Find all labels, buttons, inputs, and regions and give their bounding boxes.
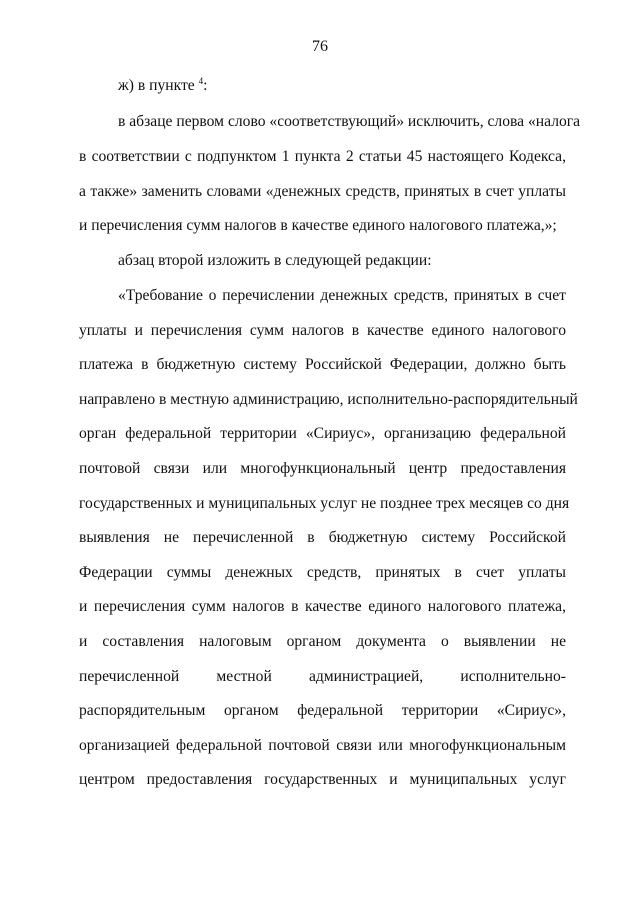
paragraph-1-line-2: в соответствии с подпунктом 1 пункта 2 статьи 45 настоящего Кодекса, [79,148,566,165]
item-intro [118,76,566,96]
paragraph-1-line-4: и перечисления сумм налогов в качестве единого налогового платежа,»; [79,217,557,234]
paragraph-3-line-7: государственных и муниципальных услуг не позднее трех месяцев со дня [79,495,570,512]
paragraph-1-line-1: в абзаце первом слово «соответствующий» исключить, слова «налога [118,113,581,130]
item-intro-text: ж) в пункте [118,77,199,94]
paragraph-3-line-9: Федерации суммы денежных средств, принятых в счет уплаты [79,564,566,581]
paragraph-3-line-1: «Требование о перечислении денежных средств, принятых в счет [118,287,566,304]
paragraph-3-line-2: уплаты и перечисления сумм налогов в качестве единого налогового [79,322,566,339]
paragraph-3-line-6: почтовой связи или многофункциональный центр предоставления [79,460,566,477]
paragraph-3-line-13: распорядительным органом федеральной территории «Сириус», [79,702,566,719]
item-intro-superscript: 4 [198,75,204,86]
paragraph-3-line-14: организацией федеральной почтовой связи или многофункциональным [79,737,566,754]
paragraph-3-line-3: платежа в бюджетную систему Российской Федерации, должно быть [79,356,566,373]
paragraph-3-line-12: перечисленной местной администрацией, исполнительно- [79,668,566,685]
paragraph-3-line-10: и перечисления сумм налогов в качестве единого налогового платежа, [79,598,566,615]
paragraph-3-line-8: выявления не перечисленной в бюджетную систему Российской [79,529,566,546]
paragraph-2-line-1: абзац второй изложить в следующей редакции: [118,252,432,269]
paragraph-1-line-3: а также» заменить словами «денежных средств, принятых в счет уплаты [79,183,566,200]
paragraph-3-line-4: направлено в местную администрацию, исполнительно-распорядительный [79,391,578,408]
item-intro-suffix: : [203,77,208,94]
paragraph-3-line-11: и составления налоговым органом документа о выявлении не [79,633,566,650]
paragraph-3-line-15: центром предоставления государственных и муниципальных услуг [79,771,566,788]
paragraph-3-line-5: орган федеральной территории «Сириус», организацию федеральной [79,425,566,442]
page-number: 76 [312,38,328,55]
